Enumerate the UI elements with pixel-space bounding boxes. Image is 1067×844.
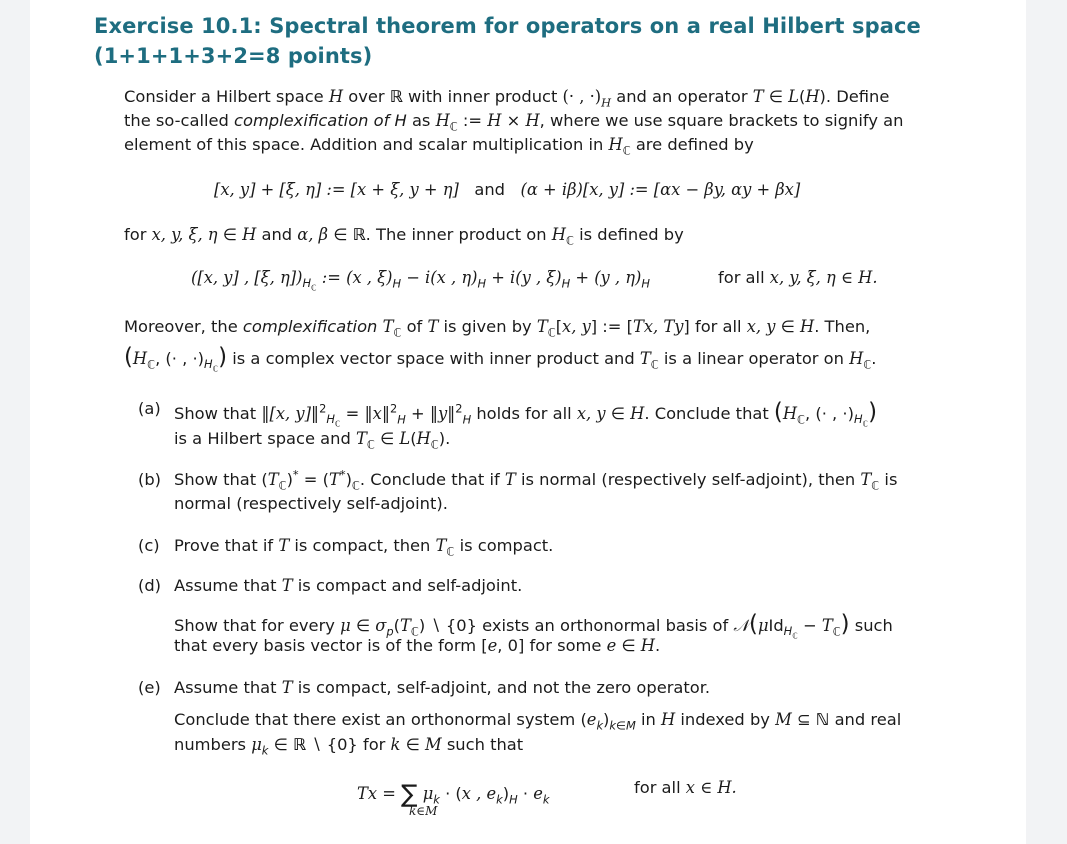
equation-spectral-sum: Tx = ∑ $\mu_k \cdot (x$ , $e_k)_H \cdot e_k$	[357, 779, 550, 808]
intro-line-1: Consider a Hilbert space H over ℝ with inner product (· , $\cdot)_H$ and an operator T ∈ L(H). Define	[124, 87, 890, 110]
part-e-line-2: Conclude that there exist an orthonormal system $(e_k)_{k\in M}$ in H indexed by M ⊆ ℕ and real	[174, 710, 902, 733]
part-d-line-1: Assume that T is compact and self-adjoint.	[174, 576, 523, 595]
part-d-line-2: Show that for every μ ∈ $\sigma_p(T_ℂ)$ ∖ {0} exists an orthonormal basis of 𝒩(μId$_{H_ℂ}$ − $T_ℂ$) such	[174, 611, 893, 641]
intro-line-2: the so-called complexification of H as $H_ℂ$ := H × H, where we use square brackets to signify an	[124, 111, 904, 134]
part-a-line-1: Show that ‖[x, y]‖$^2_{H_ℂ}$ = ‖x‖$^2_H$ + ‖y‖$^2_H$ holds for all x, y ∈ H. Conclude that ($H_ℂ$, (· , $\cdot)_{H_ℂ}$)	[174, 399, 877, 429]
equation-inner-product: ([x, y] , [ξ, $\eta])_{H_ℂ}$ := (x , $\xi)_H - i(x$ , $\eta)_H + i(y$ , $\xi)_H + (y$ , $\eta)_H$	[191, 268, 650, 293]
part-a-line-2: is a Hilbert space and $T_ℂ$ ∈ $L(H_ℂ)$.	[174, 429, 451, 452]
equation-addition-scalar: [x, y] + [ξ, η] := [x + ξ, y + η] and (α + iβ)[x, y] := [αx − βy, αy + βx]	[214, 180, 801, 199]
sum-index: k∈M	[409, 804, 438, 818]
part-b-line-1: Show that $(T_ℂ)^* = (T^*)_ℂ$. Conclude that if T is normal (respectively self-adjoint), then $T_ℂ$ is	[174, 467, 898, 493]
exercise-points: (1+1+1+3+2=8 points)	[94, 44, 373, 68]
part-d-line-3: that every basis vector is of the form [e, 0] for some e ∈ H.	[174, 636, 661, 655]
complexification-line-1: Moreover, the complexification $T_ℂ$ of T is given by $T_ℂ[x$, y] := [Tx, Ty] for all x, y ∈ H. Then,	[124, 317, 871, 340]
part-b-line-2: normal (respectively self-adjoint).	[174, 494, 448, 513]
intro-line-3: element of this space. Addition and scalar multiplication in $H_ℂ$ are defined by	[124, 135, 754, 158]
part-e-label: (e)	[138, 678, 161, 697]
part-b-label: (b)	[138, 470, 162, 489]
part-c-line-1: Prove that if T is compact, then $T_ℂ$ is compact.	[174, 536, 554, 559]
equation-inner-product-domain: for all x, y, ξ, η ∈ H.	[718, 268, 878, 287]
equation-spectral-domain: for all x ∈ H.	[634, 778, 737, 797]
part-c-label: (c)	[138, 536, 160, 555]
complexification-line-2: ($H_ℂ$, (· , $\cdot)_{H_ℂ}$) is a complex vector space with inner product and $T_ℂ$ is a linear operator on $H_ℂ$.	[124, 344, 877, 374]
exercise-title: Exercise 10.1: Spectral theorem for operators on a real Hilbert space	[94, 14, 921, 38]
part-a-label: (a)	[138, 399, 161, 418]
part-e-line-3: numbers $\mu_k$ ∈ ℝ ∖ {0} for k ∈ M such that	[174, 735, 524, 758]
variables-line: for x, y, ξ, η ∈ H and α, β ∈ ℝ. The inner product on $H_ℂ$ is defined by	[124, 225, 684, 248]
part-e-line-1: Assume that T is compact, self-adjoint, and not the zero operator.	[174, 678, 711, 697]
part-d-label: (d)	[138, 576, 162, 595]
